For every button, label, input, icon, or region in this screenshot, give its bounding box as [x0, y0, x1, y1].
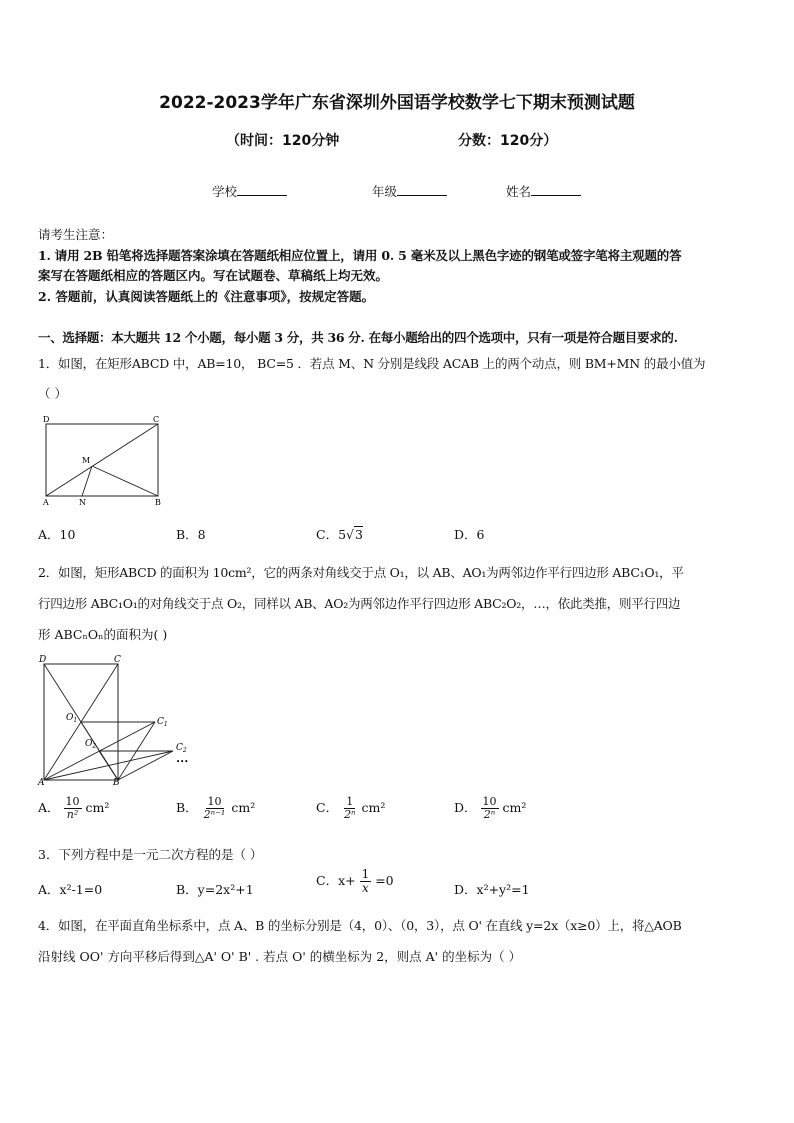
- q3-option-b: B．y=2x²+1: [176, 882, 254, 897]
- segment-bm: [92, 466, 158, 496]
- q1-option-b: B．8: [176, 527, 206, 542]
- q4-text-b: 沿射线 OO' 方向平移后得到△A' O' B' . 若点 O' 的横坐标为 2，则点 A' 的坐标为（ ）: [38, 949, 522, 964]
- label-d: D: [43, 415, 50, 424]
- label-m: M: [82, 456, 91, 465]
- q2-text-c: 形 ABCₙOₙ的面积为( ): [38, 627, 168, 642]
- label-c: C: [153, 415, 160, 424]
- q2-option-c-label: C．: [316, 800, 339, 816]
- q2-option-d: [454, 796, 526, 821]
- label-b: B: [113, 778, 120, 786]
- q2-text-a: 2．如图，矩形ABCD 的面积为 10cm²，它的两条对角线交于点 O₁，以 AB、AO₁为两邻边作平行四边形 ABC₁O₁，平: [38, 565, 684, 580]
- notice-item-2: 2. 答题前，认真阅读答题纸上的《注意事项》，按规定答题。: [38, 289, 375, 304]
- q3-option-c: [316, 868, 394, 895]
- label-d: D: [39, 655, 47, 665]
- q2-option-a-fraction: $\frac{10}{\text{n²}}$: [65, 795, 80, 822]
- label-b: B: [155, 498, 161, 507]
- label-a: A: [43, 498, 49, 507]
- notice-item-1b: 案写在答题纸相应的答题区内。写在试题卷、草稿纸上均无效。: [38, 268, 389, 283]
- q3-option-c-prefix: C．x+: [316, 873, 356, 889]
- q3-text: 3．下列方程中是一元二次方程的是（ ）: [38, 847, 263, 862]
- q2-option-c-unit: cm²: [361, 800, 386, 816]
- q2-option-d-unit: cm²: [502, 800, 527, 816]
- q3-option-c-suffix: =0: [375, 873, 394, 889]
- section-heading: 一、选择题：本大题共 12 个小题，每小题 3 分，共 36 分. 在每小题给出的四个选项中，只有一项是符合题目要求的.: [38, 330, 678, 345]
- q3-option-d: D．x²+y²=1: [454, 882, 530, 897]
- name-blank[interactable]: [531, 183, 581, 196]
- segment-bo2: [99, 751, 118, 780]
- q2-option-d-label: D．: [454, 800, 477, 816]
- q1-option-d: D．6: [454, 527, 485, 542]
- exam-time: （时间：120分钟: [226, 133, 340, 149]
- q2-option-b-unit: cm²: [231, 800, 256, 816]
- q2-option-c-fraction: $\frac{1}{\text{2ⁿ}}$: [344, 795, 356, 822]
- q1-option-c-prefix: C．5: [316, 527, 347, 542]
- diagonal-ac: [46, 424, 158, 496]
- sqrt-icon: √: [346, 527, 354, 542]
- q2-option-a: [38, 796, 109, 821]
- exam-score: 分数：120分）: [458, 133, 558, 149]
- q3-option-c-fraction: $\frac{1}{x}$: [361, 867, 370, 896]
- segment-mn: [82, 466, 92, 496]
- label-c2: $C_2$: [176, 743, 187, 754]
- label-n: N: [79, 498, 86, 507]
- q2-option-c: [316, 796, 385, 821]
- label-o2: $O_2$: [85, 739, 97, 750]
- q4-text-a: 4．如图，在平面直角坐标系中，点 A、B 的坐标分别是（4，0）、（0，3），点 O' 在直线 y=2x（x≥0）上，将△AOB: [38, 918, 682, 933]
- name-label: 姓名: [506, 184, 532, 199]
- school-label: 学校: [212, 184, 238, 199]
- q2-option-b: [176, 796, 255, 821]
- q2-option-a-unit: cm²: [85, 800, 110, 816]
- q1-option-c: [316, 525, 363, 543]
- notice-heading: 请考生注意：: [38, 227, 114, 242]
- q1-figure: [38, 414, 170, 508]
- school-field: [212, 182, 287, 200]
- grade-label: 年级: [372, 184, 398, 199]
- q2-figure: [36, 652, 196, 786]
- label-c: C: [114, 655, 121, 665]
- grade-blank[interactable]: [397, 183, 447, 196]
- page-title: 2022-2023学年广东省深圳外国语学校数学七下期末预测试题: [159, 93, 635, 113]
- q1-option-c-radicand: 3: [355, 527, 363, 542]
- segment-bc2: [118, 751, 173, 780]
- label-a: A: [38, 778, 45, 786]
- q2-text-b: 行四边形 ABC₁O₁的对角线交于点 O₂，同样以 AB、AO₂为两邻边作平行四边形 ABC₂O₂，…，依此类推，则平行四边: [38, 596, 681, 611]
- name-field: [506, 182, 581, 200]
- q2-option-b-fraction: $\frac{10}{\text{2ⁿ⁻¹}}$: [203, 795, 226, 822]
- continuation-dots: •••: [176, 758, 189, 766]
- grade-field: [372, 182, 447, 200]
- label-c1: $C_1$: [157, 717, 168, 728]
- label-o1: $O_1$: [66, 713, 78, 724]
- q2-option-d-fraction: $\frac{10}{\text{2ⁿ}}$: [482, 795, 497, 822]
- q2-option-a-label: A．: [38, 800, 60, 816]
- q3-option-a: A．x²-1=0: [38, 882, 103, 897]
- q1-text-a: 1．如图，在矩形ABCD 中，AB=10， BC=5 ．若点 M、N 分别是线段 ACAB 上的两个动点，则 BM+MN 的最小值为: [38, 356, 706, 371]
- q1-option-a: A．10: [38, 527, 76, 542]
- q1-text-b: （ ）: [38, 386, 67, 401]
- notice-item-1a: 1. 请用 2B 铅笔将选择题答案涂填在答题纸相应位置上，请用 0. 5 毫米及以上黑色字迹的钢笔或签字笔将主观题的答: [38, 248, 682, 263]
- school-blank[interactable]: [237, 183, 287, 196]
- q2-option-b-label: B．: [176, 800, 198, 816]
